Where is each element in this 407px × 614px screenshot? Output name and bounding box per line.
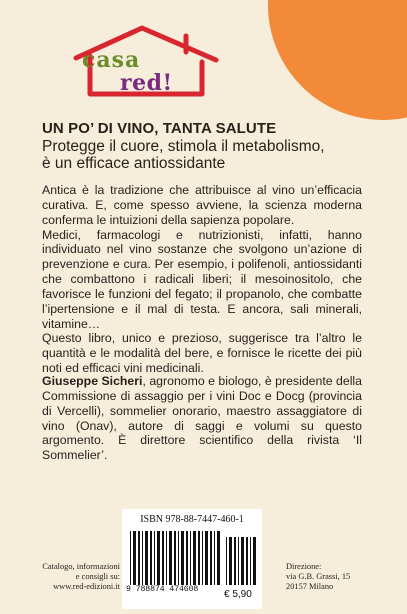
barcode-bar	[169, 531, 172, 585]
author-name: Giuseppe Sicheri	[42, 374, 143, 388]
barcode-bar	[205, 531, 208, 585]
barcode-icon	[130, 531, 222, 585]
author-bio-text: , agronomo e biologo, è presidente della Commissione di assaggio per i vini Doc e Docg (provincia di Vercelli), sommelier onorario, maestro assaggiatore di vino (Onav), autore di saggi e volumi su questo argomento. È direttore scientifico della rivista ‘Il Sommelier’.	[42, 374, 362, 463]
isbn-label: ISBN 978-88-7447-460-1	[140, 514, 244, 525]
book-title: UN PO’ DI VINO, TANTA SALUTE	[42, 120, 277, 137]
barcode-panel	[122, 509, 262, 609]
website-link[interactable]: www.red-edizioni.it	[53, 582, 120, 591]
barcode-bar	[145, 531, 148, 585]
price-addon-barcode-icon	[226, 537, 256, 585]
author-bio	[42, 374, 362, 463]
barcode-bar	[234, 537, 236, 585]
barcode-bar	[193, 531, 196, 585]
catalog-info-line: Catalogo, informazioni	[42, 562, 120, 571]
blurb-paragraph: Antica è la tradizione che attribuisce al vino un’efficacia curativa. E, come spesso avviene, la scienza moderna conferma le intuizioni della sapienza popolare.	[42, 183, 362, 227]
barcode-bar	[142, 531, 143, 585]
barcode-bar	[178, 531, 179, 585]
barcode-bar	[190, 531, 191, 585]
barcode-bar	[162, 531, 164, 585]
barcode-bar	[130, 531, 131, 585]
barcode-bar	[150, 531, 152, 585]
barcode-bar	[238, 537, 239, 585]
barcode-bar	[217, 531, 220, 585]
address-line: 20157 Milano	[286, 582, 334, 591]
address-line: via G.B. Grassi, 15	[286, 572, 351, 581]
address-line: Direzione:	[286, 562, 322, 571]
logo-text-red: red!	[120, 70, 173, 96]
barcode-bar	[253, 537, 256, 585]
barcode-bar	[181, 531, 184, 585]
catalog-info	[30, 562, 120, 592]
barcode-bar	[210, 531, 212, 585]
barcode-bar	[198, 531, 200, 585]
blurb-paragraph: Questo libro, unico e prezioso, suggerisce tra l’altro le quantità e le modalità del bere, e fornisce le ricette dei più noti ed efficaci vini medicinali.	[42, 331, 362, 376]
publisher-address	[286, 562, 396, 592]
catalog-info-line: e consigli su:	[75, 572, 120, 581]
barcode-bar	[229, 537, 232, 585]
barcode-bar	[157, 531, 160, 585]
subtitle-line: Protegge il cuore, stimola il metabolismo,	[42, 138, 325, 155]
barcode-bar	[138, 531, 140, 585]
logo-text-casa: casa	[82, 47, 141, 73]
barcode-bar	[226, 537, 227, 585]
publisher-logo	[70, 22, 230, 102]
barcode-bar	[241, 537, 244, 585]
subtitle-line: è un efficace antiossidante	[42, 154, 226, 172]
orange-circle-decoration	[268, 0, 407, 120]
barcode-bar	[174, 531, 176, 585]
blurb-paragraph: Medici, farmacologi e nutrizionisti, infatti, hanno individuato nel vino sostanze che svolgono un’azione di prevenzione e cura. Per esempio, i polifenoli, antiossidanti che combattono i radicali liberi; il mesoinositolo, che favorisce le funzioni del fegato; il propanolo, che combatte l’ipertensione e il mal di testa. E ancora, sali minerali, vitamine…	[42, 227, 362, 331]
price-label: € 5,90	[224, 589, 252, 600]
barcode-bar	[202, 531, 203, 585]
barcode-bar	[214, 531, 215, 585]
barcode-digits: 9 788874 474608	[126, 585, 199, 594]
book-subtitle	[42, 139, 372, 172]
blurb-text	[42, 183, 362, 376]
barcode-bar	[154, 531, 155, 585]
barcode-bar	[166, 531, 167, 585]
barcode-bar	[133, 531, 136, 585]
barcode-bar	[250, 537, 251, 585]
barcode-bar	[246, 537, 248, 585]
barcode-bar	[186, 531, 188, 585]
